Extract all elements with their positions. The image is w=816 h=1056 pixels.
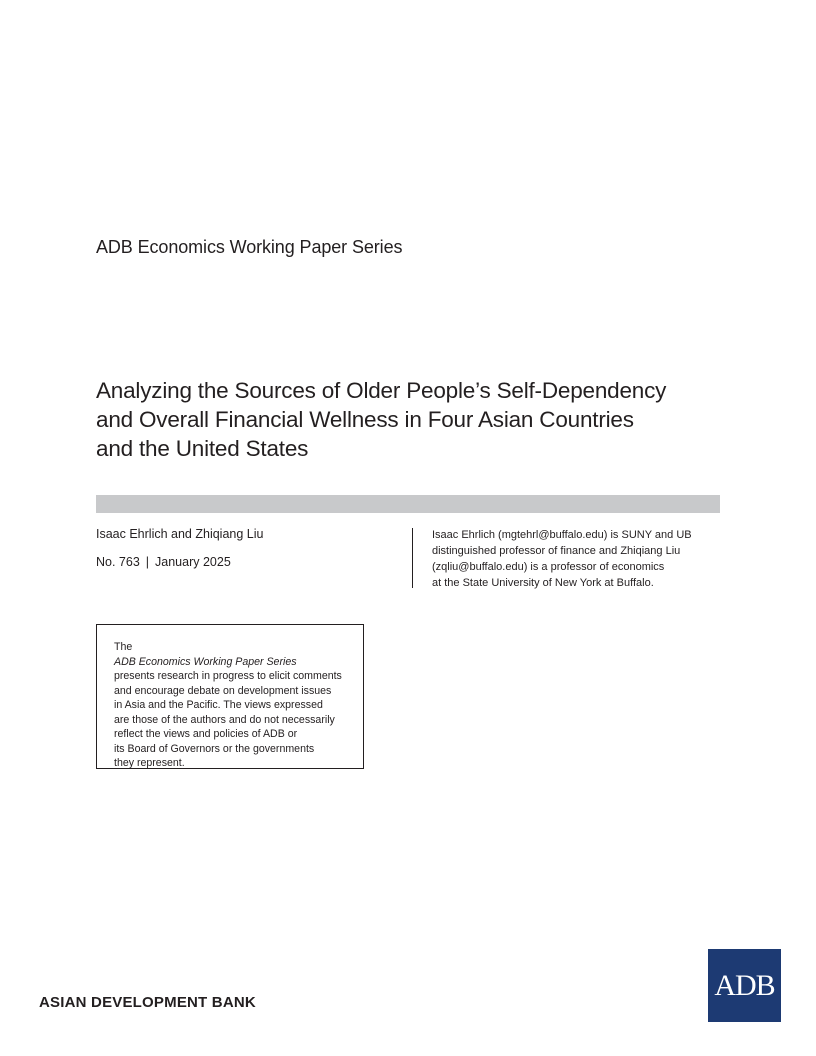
vertical-divider [412, 528, 413, 588]
paper-title-line: and the United States [96, 436, 309, 461]
title-divider-bar [96, 495, 720, 513]
paper-number: No. 763 [96, 555, 140, 569]
author-bio [432, 527, 722, 591]
disclaimer-line [114, 640, 342, 669]
disclaimer-prefix: The [114, 641, 133, 653]
paper-title-line: and Overall Financial Wellness in Four Asian Countries [96, 407, 634, 432]
disclaimer-line: and encourage debate on development issues [114, 684, 332, 697]
author-bio-line: at the State University of New York at Buffalo. [432, 577, 654, 589]
disclaimer-line: presents research in progress to elicit comments [114, 670, 342, 682]
author-bio-line: (zqliu@buffalo.edu) is a professor of economics [432, 561, 665, 573]
disclaimer-line: they represent. [114, 757, 185, 769]
series-title: ADB Economics Working Paper Series [96, 237, 403, 257]
disclaimer-line: in Asia and the Pacific. The views expressed [114, 699, 323, 711]
disclaimer-text [114, 640, 342, 771]
separator: | [145, 555, 150, 569]
paper-title-line: Analyzing the Sources of Older People’s Self-Dependency [96, 378, 667, 403]
adb-logo-text: ADB [714, 968, 775, 1002]
disclaimer-box [96, 624, 364, 769]
paper-number-date [96, 555, 231, 569]
disclaimer-series-name: ADB Economics Working Paper Series [114, 655, 297, 668]
author-bio-line: Isaac Ehrlich (mgtehrl@buffalo.edu) is SUNY and UB [432, 529, 692, 541]
paper-title [96, 376, 736, 463]
disclaimer-line: its Board of Governors or the governments [114, 742, 315, 755]
publisher-name: ASIAN DEVELOPMENT BANK [39, 994, 256, 1011]
disclaimer-line: reflect the views and policies of ADB or [114, 728, 298, 740]
disclaimer-line: are those of the authors and do not necessarily [114, 713, 335, 726]
adb-logo [708, 949, 781, 1022]
author-names: Isaac Ehrlich and Zhiqiang Liu [96, 527, 264, 541]
publication-date: January 2025 [155, 555, 231, 569]
author-bio-line: distinguished professor of finance and Zhiqiang Liu [432, 545, 681, 557]
